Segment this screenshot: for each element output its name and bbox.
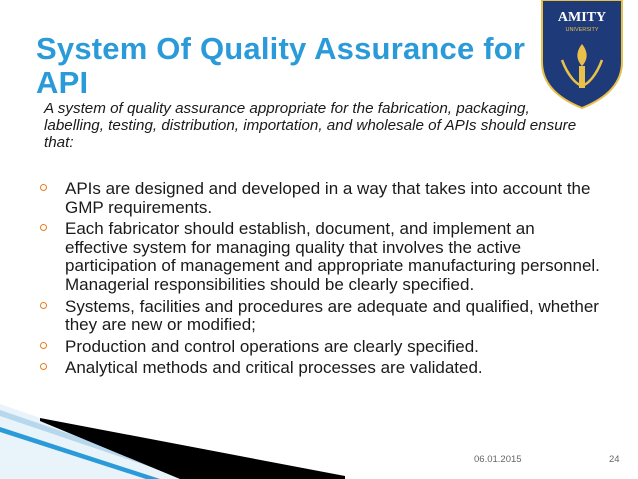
- slide-title: System Of Quality Assurance for API: [36, 31, 526, 100]
- bullet-text: Analytical methods and critical processes are validated.: [65, 358, 483, 378]
- bullet-item: [40, 298, 600, 335]
- page-number: 24: [609, 454, 620, 465]
- hollow-circle-bullet-icon: [40, 184, 47, 191]
- hollow-circle-bullet-icon: [40, 342, 47, 349]
- bullet-text: Each fabricator should establish, document, and implement an effective system for managing quality that involves the active participation of management and appropriate manufacturing personnel. Managerial responsibilities should be clearly specified.: [65, 219, 600, 294]
- bullet-item: [40, 180, 600, 217]
- hollow-circle-bullet-icon: [40, 363, 47, 370]
- bullet-item: [40, 220, 600, 294]
- bullet-list: [40, 180, 600, 381]
- bullet-text: Production and control operations are clearly specified.: [65, 336, 479, 356]
- amity-university-shield-icon: [538, 0, 626, 110]
- logo-torch: [579, 66, 585, 88]
- bullet-item: [40, 359, 600, 378]
- intro-text: A system of quality assurance appropriate for the fabrication, packaging, labelling, testing, distribution, importation, and wholesale of APIs should ensure that:: [44, 100, 577, 151]
- bullet-item: [40, 338, 600, 357]
- logo-subtitle: UNIVERSITY: [565, 27, 599, 33]
- footer-date: 06.01.2015: [474, 454, 522, 465]
- bullet-text: Systems, facilities and procedures are adequate and qualified, whether they are new or modified;: [65, 296, 599, 335]
- hollow-circle-bullet-icon: [40, 302, 47, 309]
- logo-name: AMITY: [557, 10, 607, 25]
- hollow-circle-bullet-icon: [40, 224, 47, 231]
- bullet-text: APIs are designed and developed in a way that takes into account the GMP requirements.: [65, 179, 591, 217]
